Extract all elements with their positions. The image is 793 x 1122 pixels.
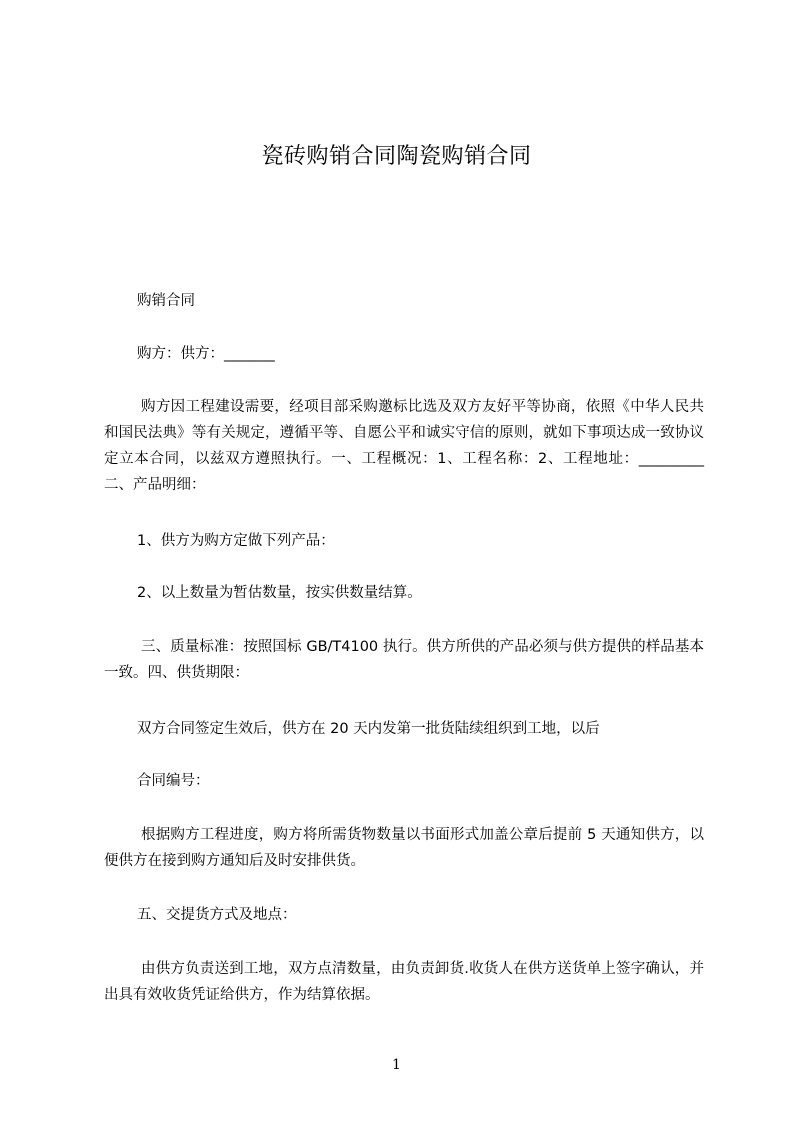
paragraph-heading: 购销合同 [137,293,195,309]
paragraph-contract-number: 合同编号： [137,773,210,789]
paragraph-parties: 购方：供方：_______ [137,346,275,362]
paragraph-preamble: 购方因工程建设需要，经项目部采购邀标比选及双方友好平等协商，依照《中华人民共和国民法典》等有关规定，遵循平等、自愿公平和诚实守信的原则，就如下事项达成一致协议定立本合同，以兹双方遵照执行。一、工程概况：1、工程名称：2、工程地址：_________ 二、产品明细： [104,399,704,493]
paragraph-delivery-method: 五、交提货方式及地点： [137,907,297,923]
paragraph-delivery-period: 双方合同签定生效后，供方在 20 天内发第一批货陆续组织到工地，以后 [137,721,600,737]
paragraph-notice: 根据购方工程进度，购方将所需货物数量以书面形式加盖公章后提前 5 天通知供方，以便供方在接到购方通知后及时安排供货。 [104,827,704,869]
document-title: 瓷砖购销合同陶瓷购销合同 [261,144,532,169]
paragraph-quality-standard: 三、质量标准：按照国标 GB/T4100 执行。供方所供的产品必须与供方提供的样品基本一致。四、供货期限： [104,639,704,681]
paragraph-item-2: 2、以上数量为暂估数量，按实供数量结算。 [137,585,422,601]
paragraph-settlement: 由供方负责送到工地，双方点清数量，由负责卸货.收货人在供方送货单上签字确认，并出具有效收货凭证给供方，作为结算依据。 [104,961,704,1003]
page-number: 1 [392,1057,401,1073]
paragraph-item-1: 1、供方为购方定做下列产品： [137,533,335,549]
